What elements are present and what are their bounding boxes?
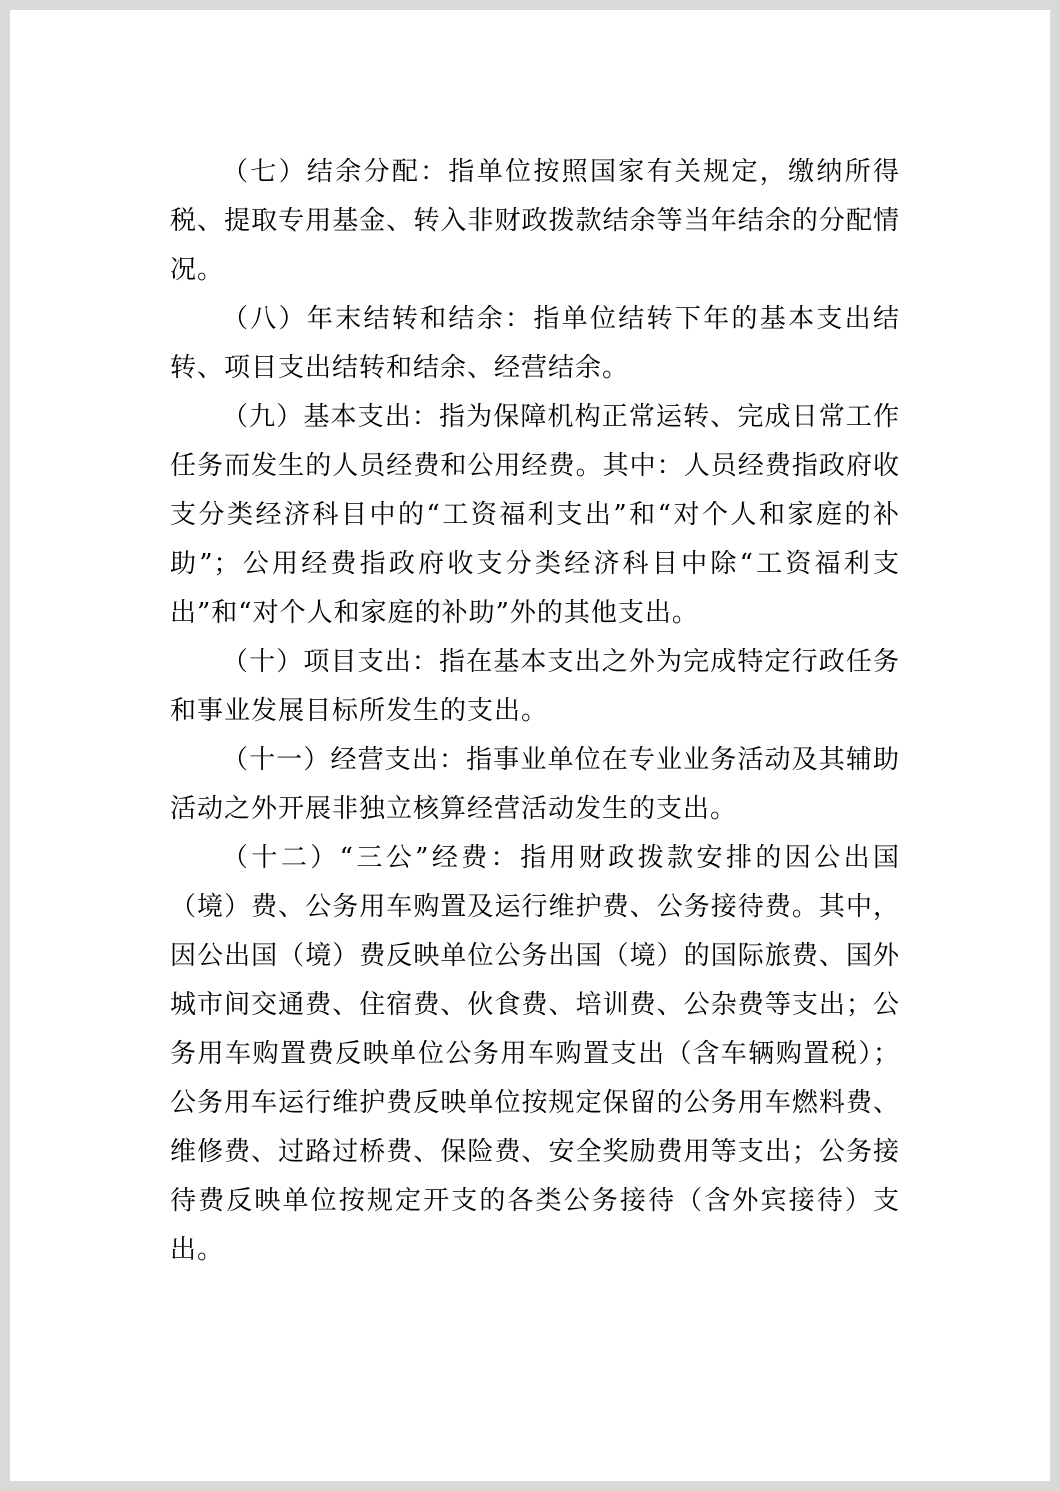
paragraph-project-expenditure: （十）项目支出：指在基本支出之外为完成特定行政任务和事业发展目标所发生的支出。 (170, 647, 900, 726)
paragraph-balance-distribution: （七）结余分配：指单位按照国家有关规定，缴纳所得税、提取专用基金、转入非财政拨款结余等当年结余的分配情况。 (170, 157, 900, 285)
paragraph-three-public-expenses: （十二）“三公”经费：指用财政拨款安排的因公出国（境）费、公务用车购置及运行维护费、公务接待费。其中，因公出国（境）费反映单位公务出国（境）的国际旅费、国外城市间交通费、住宿费、伙食费、培训费、公杂费等支出；公务用车购置费反映单位公务用车购置支出（含车辆购置税）；公务用车运行维护费反映单位按规定保留的公务用车燃料费、维修费、过路过桥费、保险费、安全奖励费用等支出；公务接待费反映单位按规定开支的各类公务接待（含外宾接待）支出。 (170, 843, 900, 1265)
document-page (10, 10, 1050, 1481)
paragraph-basic-expenditure: （九）基本支出：指为保障机构正常运转、完成日常工作任务而发生的人员经费和公用经费。其中：人员经费指政府收支分类经济科目中的“工资福利支出”和“对个人和家庭的补助”；公用经费指政府收支分类经济科目中除“工资福利支出”和“对个人和家庭的补助”外的其他支出。 (170, 402, 900, 628)
document-body (170, 148, 900, 1275)
paragraph-operating-expenditure: （十一）经营支出：指事业单位在专业业务活动及其辅助活动之外开展非独立核算经营活动发生的支出。 (170, 745, 900, 824)
paragraph-year-end-carryover: （八）年末结转和结余：指单位结转下年的基本支出结转、项目支出结转和结余、经营结余。 (170, 304, 900, 383)
